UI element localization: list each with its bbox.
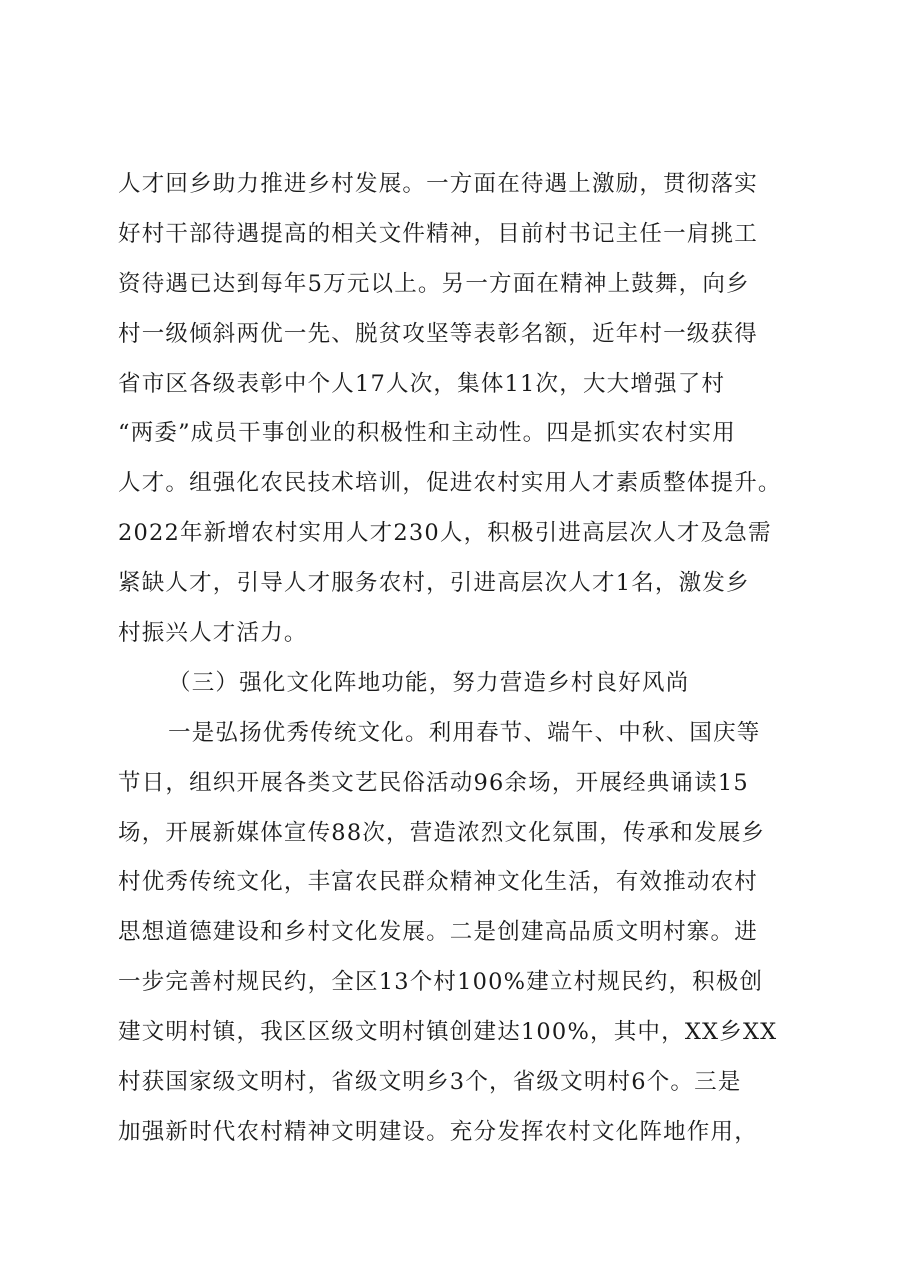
body-text bbox=[118, 160, 818, 1158]
text-line: 村一级倾斜两优一先、脱贫攻坚等表彰名额，近年村一级获得 bbox=[118, 320, 758, 347]
text-line: 建文明村镇，我区区级文明村镇创建达100%，其中，XX乡XX bbox=[118, 1019, 778, 1046]
text-line: 村优秀传统文化，丰富农民群众精神文化生活，有效推动农村 bbox=[118, 869, 758, 896]
text-line: 思想道德建设和乡村文化发展。二是创建高品质文明村寨。进 bbox=[118, 919, 758, 946]
text-line: 好村干部待遇提高的相关文件精神，目前村书记主任一肩挑工 bbox=[118, 220, 758, 247]
text-line: 村振兴人才活力。 bbox=[118, 620, 308, 647]
text-line: 人才。组强化农民技术培训，促进农村实用人才素质整体提升。 bbox=[118, 470, 782, 497]
text-line: 资待遇已达到每年5万元以上。另一方面在精神上鼓舞，向乡 bbox=[118, 270, 750, 297]
text-line: 人才回乡助力推进乡村发展。一方面在待遇上激励，贯彻落实 bbox=[118, 171, 758, 197]
text-line: 省市区各级表彰中个人17人次，集体11次，大大增强了村 bbox=[118, 370, 726, 397]
text-line: 场，开展新媒体宣传88次，营造浓烈文化氛围，传承和发展乡 bbox=[118, 819, 766, 846]
text-line: 2022年新增农村实用人才230人，积极引进高层次人才及急需 bbox=[118, 520, 772, 547]
text-line: 节日，组织开展各类文艺民俗活动96余场，开展经典诵读15 bbox=[118, 769, 749, 796]
text-line: 一步完善村规民约，全区13个村100%建立村规民约，积极创 bbox=[118, 969, 764, 996]
text-line: 一是弘扬优秀传统文化。利用春节、端午、中秋、国庆等 bbox=[168, 719, 761, 746]
text-line: 村获国家级文明村，省级文明乡3个，省级文明村6个。三是 bbox=[118, 1069, 742, 1096]
text-line: 加强新时代农村精神文明建设。充分发挥农村文化阵地作用， bbox=[118, 1118, 758, 1145]
text-line: 紧缺人才，引导人才服务农村，引进高层次人才1名，激发乡 bbox=[118, 570, 750, 597]
text-line: “两委”成员干事创业的积极性和主动性。四是抓实农村实用 bbox=[118, 420, 736, 447]
section-heading: （三）强化文化阵地功能，努力营造乡村良好风尚 bbox=[168, 669, 690, 696]
